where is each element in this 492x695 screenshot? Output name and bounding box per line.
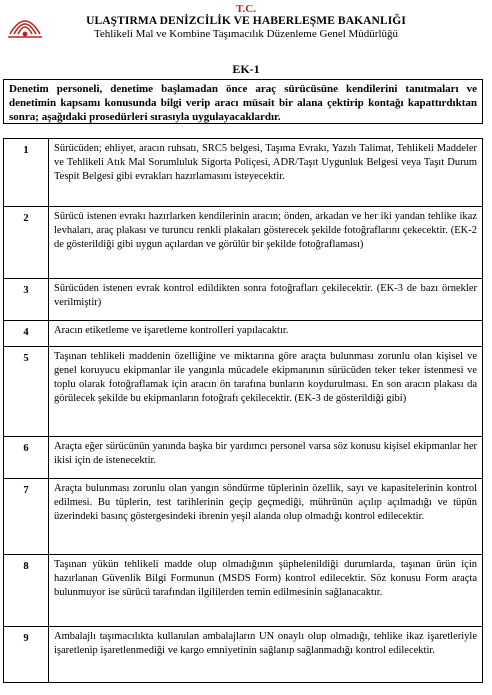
step-text: Sürücü istenen evrakı hazırlarken kendilerinin aracın; önden, arkadan ve her iki yandan tehlike ikaz levhaları, araç plakası ve turuncu renkli plakaları gösterecek şekilde fotoğraflarını çekecektir. (EK-2 de gösterildiği gibi uygun açılardan ve görülür bir şekilde fotoğraflaması) xyxy=(49,207,483,279)
table-row xyxy=(4,627,483,683)
intro-box: Denetim personeli, denetime başlamadan önce araç sürücüsüne kendilerini tanıtmaları ve denetimin kapsamı konusunda bilgi verip aracı müsait bir alana çektirip kontağı kapattırdıktan sonra; aşağıdaki prosedürleri sırasıyla uygulayacaklardır. xyxy=(3,79,483,124)
step-number: 8 xyxy=(4,555,49,627)
header-tc: T.C. xyxy=(236,3,256,15)
step-text: Aracın etiketleme ve işaretleme kontrolleri yapılacaktır. xyxy=(49,321,483,347)
step-number: 7 xyxy=(4,479,49,555)
annex-title: EK-1 xyxy=(232,62,260,76)
step-number: 9 xyxy=(4,627,49,683)
step-text: Araçta eğer sürücünün yanında başka bir yardımcı personel varsa söz konusu kişisel ekipmanlar her ikisi için de istenecektir. xyxy=(49,437,483,479)
table-row xyxy=(4,555,483,627)
step-text: Sürücüden; ehliyet, aracın ruhsatı, SRC5 belgesi, Taşıma Evrakı, Yazılı Talimat, Tehlikeli Maddeler ve Tehlikeli Atık Mal Sorumluluk Sigorta Poliçesi, ADR/Taşıt Uygunluk Belgesi veya Taşıt Durum Tespit Belgesi gibi evrakları hazırlamasını isteyecektir. xyxy=(49,139,483,207)
step-text: Ambalajlı taşımacılıkta kullanılan ambalajların UN onaylı olup olmadığı, tehlike ikaz işaretleriyle işaretlenip işaretlenmediği ve kargo emniyetinin sağlanıp sağlanmadığı kontrol edilecektir. xyxy=(49,627,483,683)
table-row xyxy=(4,347,483,437)
table-row xyxy=(4,437,483,479)
page-header xyxy=(0,3,492,41)
table-row xyxy=(4,321,483,347)
table-row xyxy=(4,207,483,279)
step-number: 2 xyxy=(4,207,49,279)
step-text: Sürücüden istenen evrak kontrol edildikten sonra fotoğrafları çekilecektir. (EK-3 de bazı örnekler verilmiştir) xyxy=(49,279,483,321)
step-number: 6 xyxy=(4,437,49,479)
procedure-table xyxy=(3,138,483,683)
step-number: 1 xyxy=(4,139,49,207)
step-text: Taşınan tehlikeli maddenin özelliğine ve miktarına göre araçta bulunması zorunlu olan kişisel ve genel koruyucu ekipmanlar ile yangınla mücadele ekipmanının sürücüden teker teker istenmesi ve toplu olarak fotoğraflamak için aracın ön tarafına bunların koydurulması. En son aracın plakası da görülecek şekilde bu ekipmanların fotoğrafı çekilecektir. (EK-3 de gösterildiği gibi) xyxy=(49,347,483,437)
header-department: Tehlikeli Mal ve Kombine Taşımacılık Düzenleme Genel Müdürlüğü xyxy=(93,28,399,40)
table-row xyxy=(4,479,483,555)
step-text: Taşınan yükün tehlikeli madde olup olmadığının şüphelenildiği durumlarda, taşınan ürün için hazırlanan Güvenlik Bilgi Formunun (MSDS Form) kontrol edilecektir. Söz konusu Form araçta bulunmuyor ise sürücü tarafından ilgililerden temin edilmesinin sağlanacaktır. xyxy=(49,555,483,627)
table-row xyxy=(4,279,483,321)
table-row xyxy=(4,139,483,207)
step-number: 3 xyxy=(4,279,49,321)
step-number: 5 xyxy=(4,347,49,437)
step-number: 4 xyxy=(4,321,49,347)
header-ministry: ULAŞTIRMA DENİZCİLİK VE HABERLEŞME BAKANLIĞI xyxy=(86,15,406,27)
step-text: Araçta bulunması zorunlu olan yangın söndürme tüplerinin özellik, sayı ve kapasitelerinin kontrol edilmesi. Bu tüplerin, test tarihlerinin geçip geçmediği, mührünün açılıp açılmadığı ve tüpün üzerindeki basınç göstergesindeki ibrenin yeşil alanda olup olmadığı kontrol edilecektir. xyxy=(49,479,483,555)
